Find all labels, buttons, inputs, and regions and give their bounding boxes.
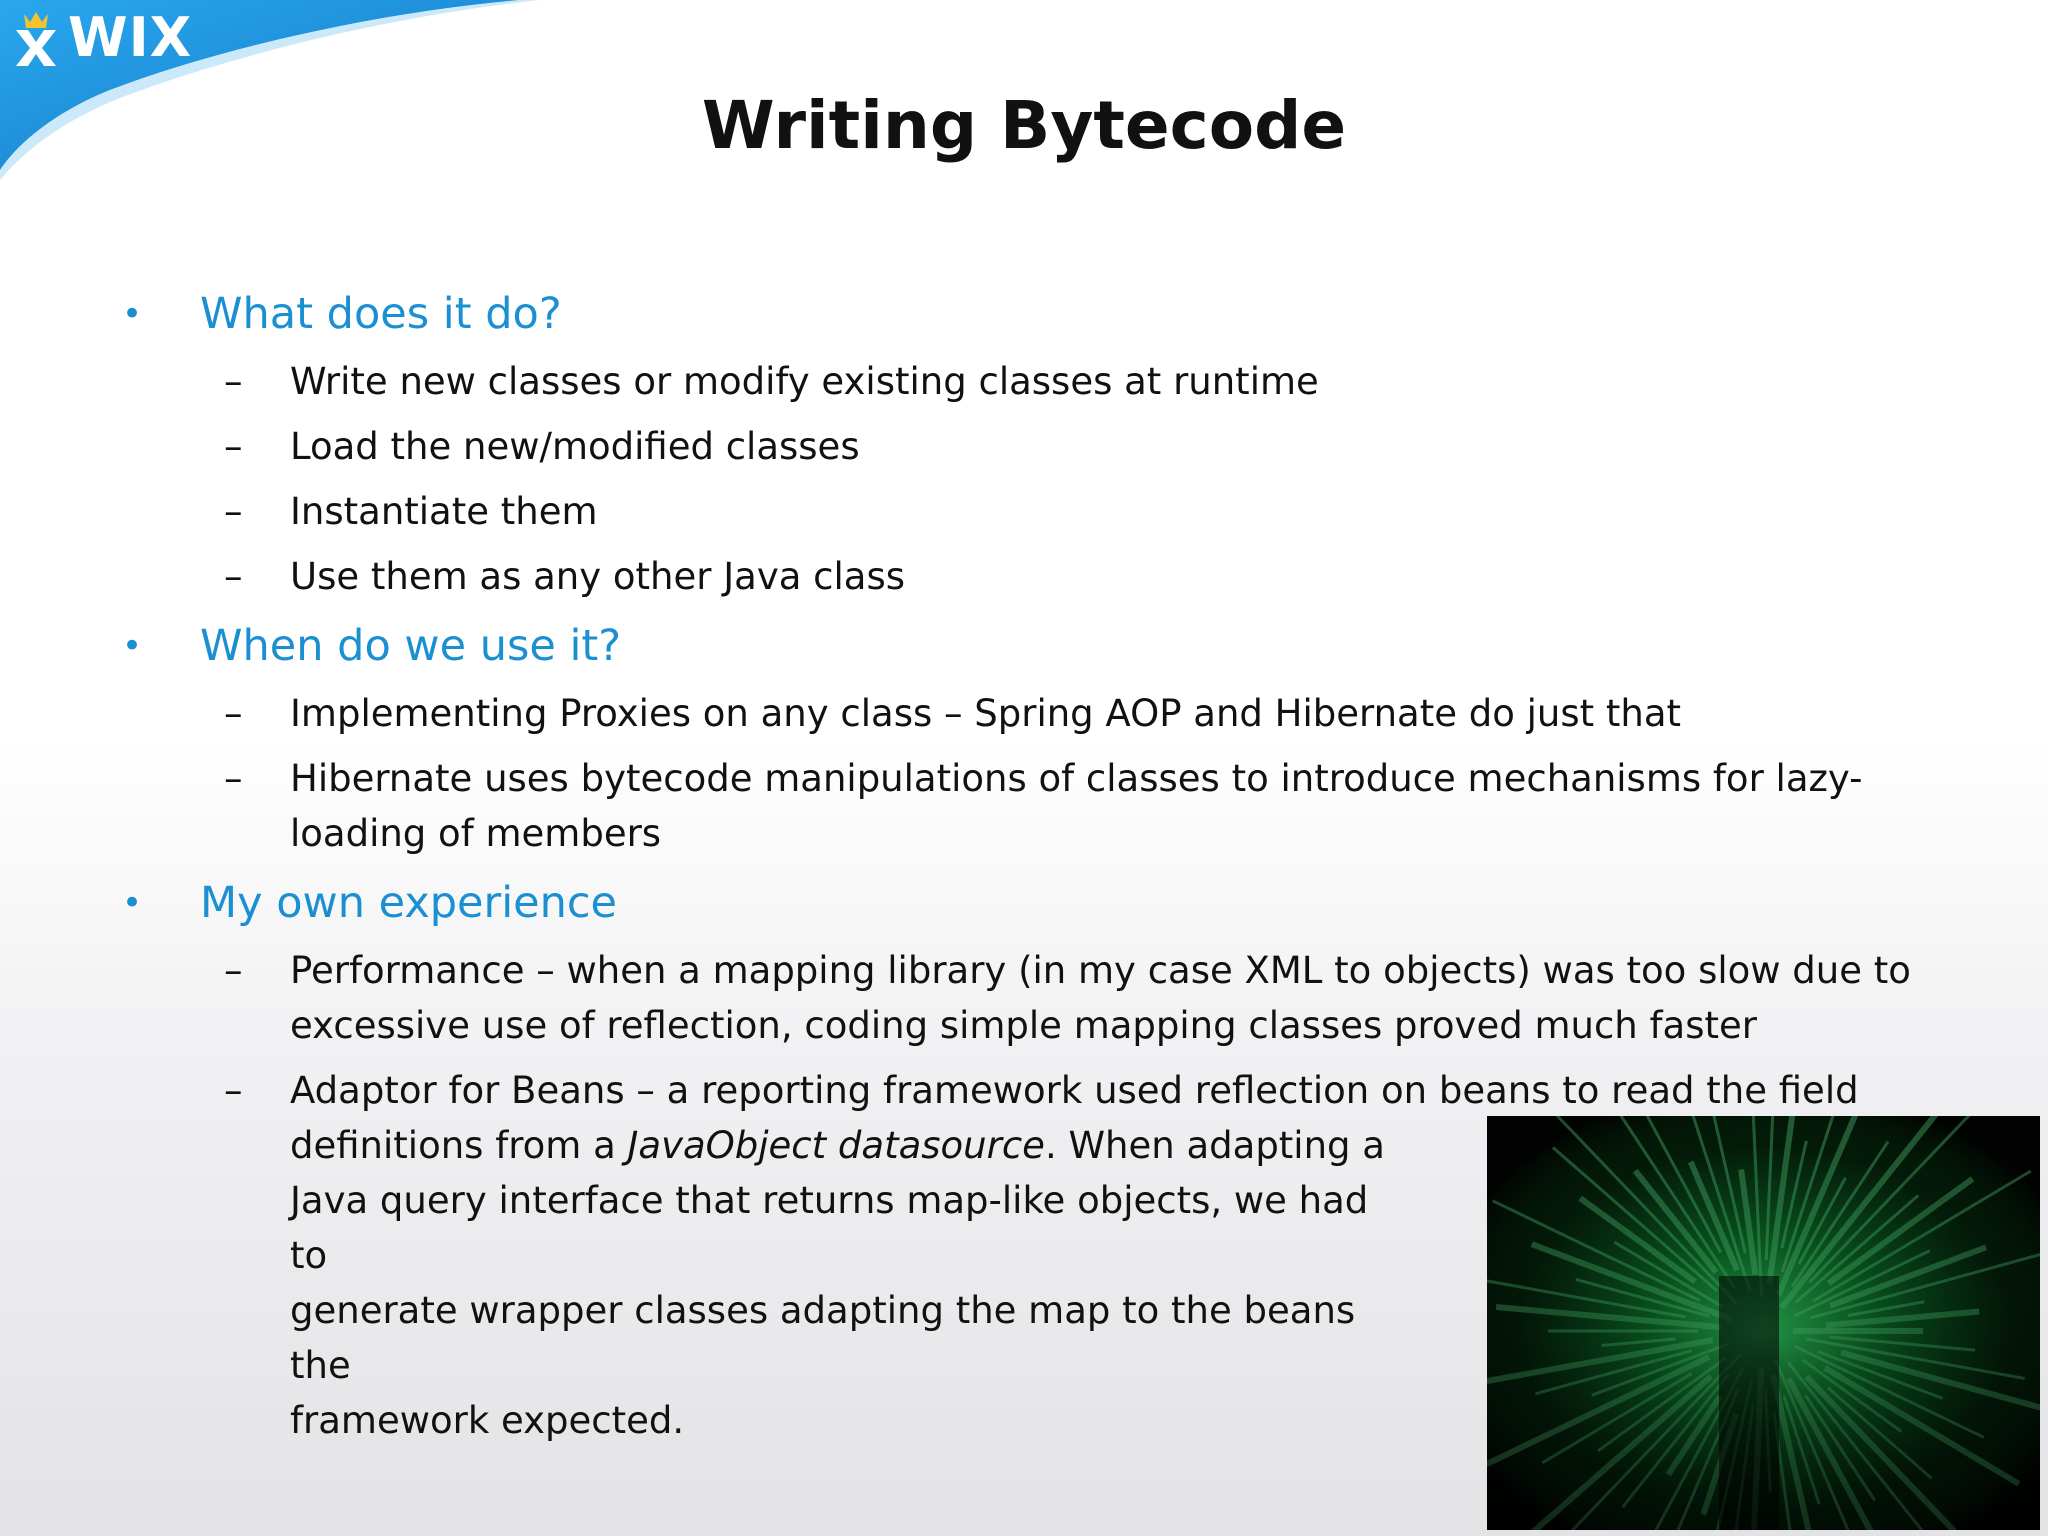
sub-item-line-part: definitions from a <box>290 1124 628 1167</box>
sub-item-text: Load the new/modified classes <box>290 425 860 468</box>
sub-item <box>0 354 2048 409</box>
bullet-my-own-experience <box>0 871 2048 935</box>
bullet-heading: When do we use it? <box>200 621 622 671</box>
italic-term: JavaObject datasource <box>627 1124 1045 1167</box>
bullet-heading: What does it do? <box>200 289 562 339</box>
bullet-marker: • <box>122 883 143 923</box>
slide-title: Writing Bytecode <box>701 87 1347 164</box>
sub-item-text: Implementing Proxies on any class – Spring AOP and Hibernate do just that <box>290 692 1682 735</box>
bullet-marker: • <box>122 626 143 666</box>
sub-item <box>0 943 2048 1053</box>
bullet-when-do-we-use-it <box>0 614 2048 678</box>
matrix-code-image <box>1487 1116 2040 1530</box>
sub-item-line: Adaptor for Beans – a reporting framework used reflection on beans to read the field <box>290 1069 1859 1112</box>
dash-marker: – <box>224 425 243 468</box>
wix-x-crown-icon <box>10 10 62 66</box>
sub-item <box>0 549 2048 604</box>
sub-item-text: Use them as any other Java class <box>290 555 905 598</box>
sub-item-line-part: . When adapting a <box>1044 1124 1385 1167</box>
dash-marker: – <box>224 757 243 800</box>
dash-marker: – <box>224 1069 243 1112</box>
sub-item <box>0 419 2048 474</box>
sub-item-text: Hibernate uses bytecode manipulations of classes to introduce mechanisms for lazy-loading of members <box>290 757 1863 855</box>
wix-logo-text: WIX <box>68 6 193 69</box>
sub-item-line: generate wrapper classes adapting the map to the beans the <box>290 1289 1356 1387</box>
bullet-marker: • <box>122 294 143 334</box>
dash-marker: – <box>224 692 243 735</box>
sub-item-text: Write new classes or modify existing classes at runtime <box>290 360 1319 403</box>
bullet-heading: My own experience <box>200 878 617 928</box>
sub-item <box>0 751 2048 861</box>
dash-marker: – <box>224 949 243 992</box>
sub-item-text: Performance – when a mapping library (in my case XML to objects) was too slow due to excessive use of reflection, coding simple mapping classes proved much faster <box>290 949 1911 1047</box>
dash-marker: – <box>224 360 243 403</box>
dash-marker: – <box>224 490 243 533</box>
bullet-what-does-it-do <box>0 282 2048 346</box>
wix-logo <box>10 4 192 72</box>
sub-item-line: Java query interface that returns map-like objects, we had to <box>290 1179 1369 1277</box>
sub-item <box>0 686 2048 741</box>
sub-item <box>0 484 2048 539</box>
sub-item-line: framework expected. <box>290 1399 685 1442</box>
sub-item-text: Instantiate them <box>290 490 598 533</box>
dash-marker: – <box>224 555 243 598</box>
sub-item-text <box>290 1063 1859 1448</box>
matrix-code-illustration <box>1487 1116 2040 1530</box>
